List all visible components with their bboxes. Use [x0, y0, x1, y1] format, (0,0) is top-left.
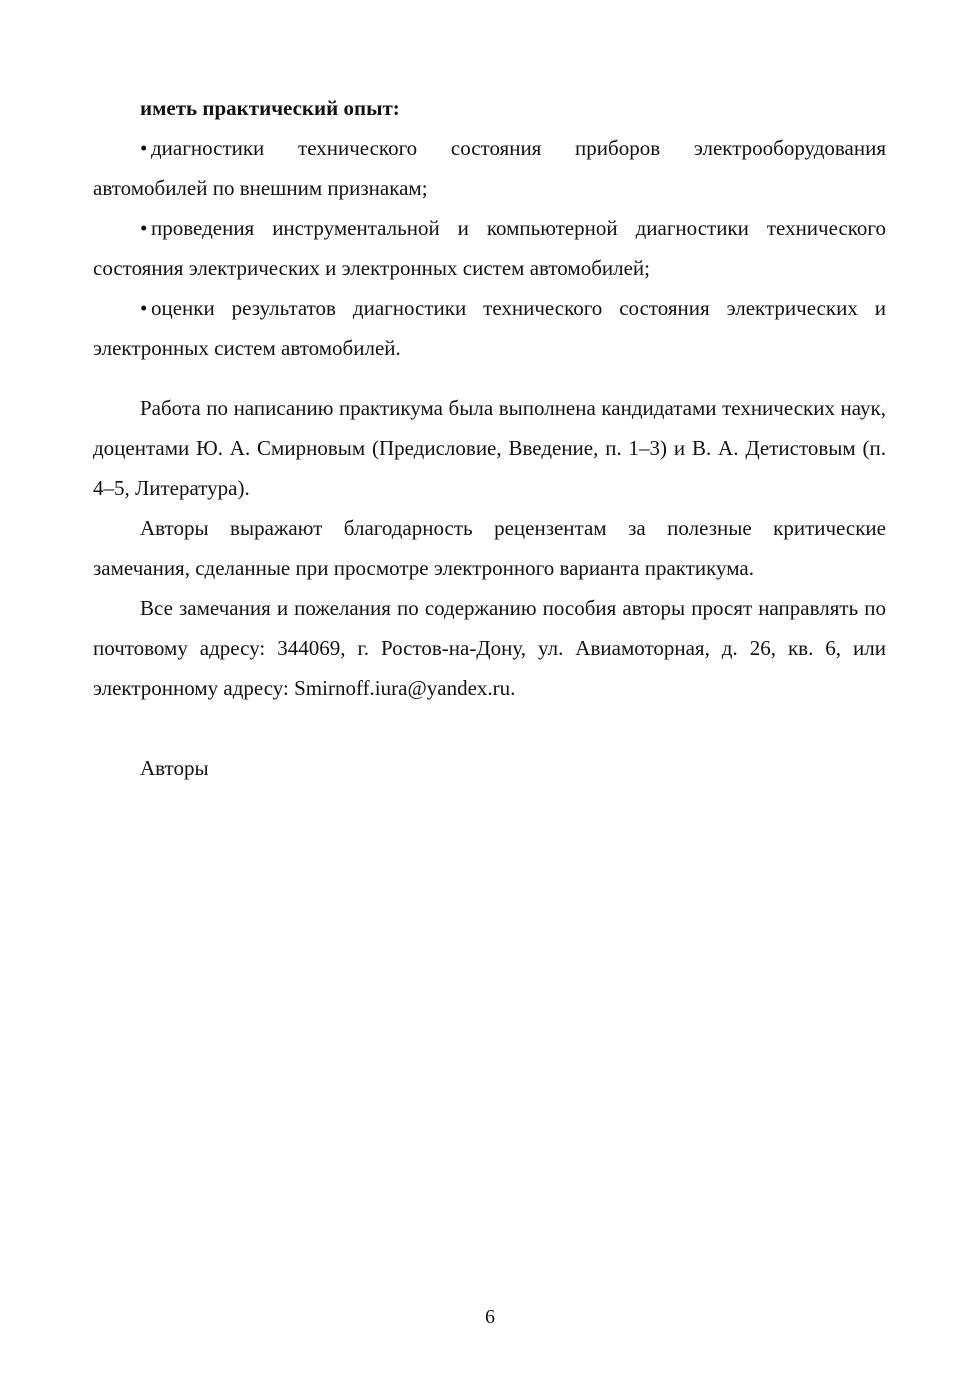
signature: Авторы	[140, 756, 209, 780]
document-page	[93, 88, 886, 788]
page-number: 6	[485, 1306, 495, 1328]
authors-paragraph: Работа по написанию практикума была выполнена кандидатами технических наук, доцентами Ю. А. Смирновым (Предисловие, Введение, п. 1–3) и В. А. Детистовым (п. 4–5, Литература).	[93, 396, 886, 500]
bullet-text: проведения инструментальной и компьютерной диагностики технического состояния электрических и электронных систем автомобилей;	[93, 216, 886, 280]
signature-spacer	[93, 708, 886, 748]
bullet-icon: •	[140, 136, 148, 160]
section-spacer	[93, 368, 886, 388]
bullet-item	[93, 288, 886, 368]
section-heading: иметь практический опыт:	[140, 96, 400, 120]
contact-paragraph: Все замечания и пожелания по содержанию пособия авторы просят направлять по почтовому адресу: 344069, г. Ростов-на-Дону, ул. Авиамоторная, д. 26, кв. 6, или электронному адресу: Smirnoff.iura@yandex.ru.	[93, 596, 886, 700]
bullet-icon: •	[140, 216, 148, 240]
bullet-text: оценки результатов диагностики технического состояния электрических и электронных систем автомобилей.	[93, 296, 886, 360]
bullet-icon: •	[140, 296, 148, 320]
bullet-item	[93, 208, 886, 288]
bullet-text: диагностики технического состояния приборов электрооборудования автомобилей по внешним признакам;	[93, 136, 886, 200]
bullet-item	[93, 128, 886, 208]
acknowledgement-paragraph: Авторы выражают благодарность рецензентам за полезные критические замечания, сделанные при просмотре электронного варианта практикума.	[93, 516, 886, 580]
